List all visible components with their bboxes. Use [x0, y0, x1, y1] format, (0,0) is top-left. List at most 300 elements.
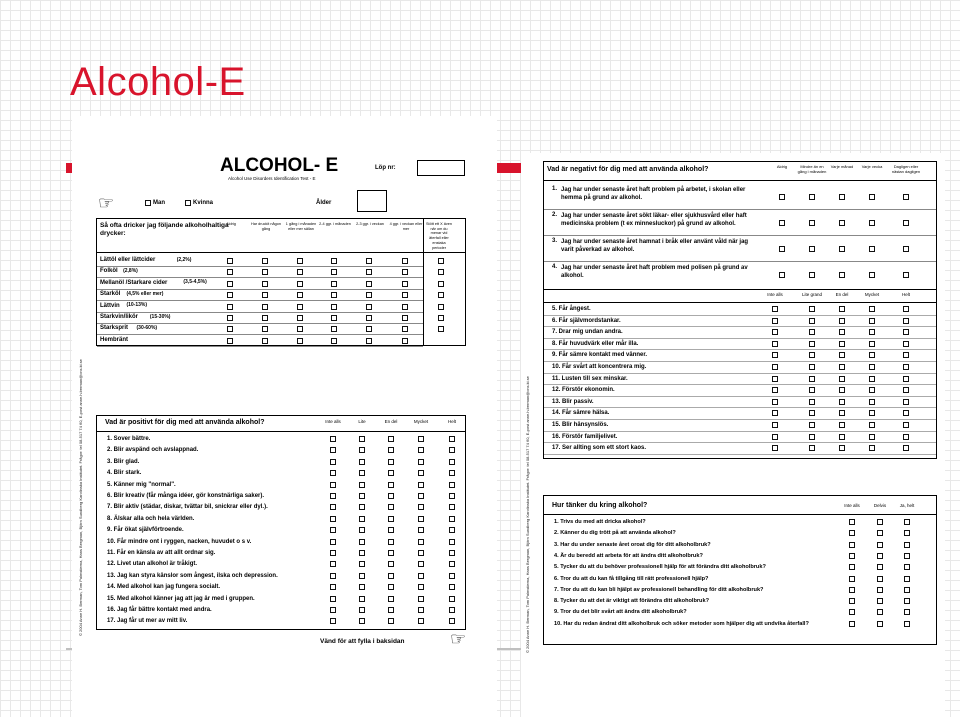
alder-field[interactable] — [357, 190, 387, 212]
rating-checkbox[interactable] — [877, 564, 883, 570]
rating-checkbox[interactable] — [869, 422, 875, 428]
drink-frequency-checkbox[interactable] — [438, 326, 444, 332]
rating-checkbox[interactable] — [449, 482, 455, 488]
drink-frequency-checkbox[interactable] — [297, 326, 303, 332]
drink-frequency-checkbox[interactable] — [402, 258, 408, 264]
rating-checkbox[interactable] — [449, 607, 455, 613]
footer-text: Vänd för att fylla i baksidan — [320, 638, 405, 645]
rating-checkbox[interactable] — [869, 445, 875, 451]
frequency-checkbox[interactable] — [809, 246, 815, 252]
rating-checkbox[interactable] — [839, 329, 845, 335]
rating-checkbox[interactable] — [869, 434, 875, 440]
drink-frequency-checkbox[interactable] — [366, 258, 372, 264]
rating-checkbox[interactable] — [359, 493, 365, 499]
drink-frequency-checkbox[interactable] — [331, 315, 337, 321]
rating-checkbox[interactable] — [849, 621, 855, 627]
rating-checkbox[interactable] — [418, 550, 424, 556]
rating-checkbox[interactable] — [449, 584, 455, 590]
rating-checkbox[interactable] — [904, 519, 910, 525]
rating-checkbox[interactable] — [809, 387, 815, 393]
rating-checkbox[interactable] — [849, 576, 855, 582]
drinks-table — [96, 218, 466, 346]
drink-frequency-checkbox[interactable] — [366, 338, 372, 344]
rating-checkbox[interactable] — [809, 410, 815, 416]
rating-checkbox[interactable] — [418, 482, 424, 488]
rating-checkbox[interactable] — [849, 530, 855, 536]
drink-frequency-checkbox[interactable] — [331, 269, 337, 275]
rating-checkbox[interactable] — [449, 504, 455, 510]
rating-checkbox[interactable] — [359, 459, 365, 465]
drink-frequency-checkbox[interactable] — [331, 304, 337, 310]
rating-checkbox[interactable] — [449, 493, 455, 499]
drink-frequency-checkbox[interactable] — [297, 258, 303, 264]
frequency-checkbox[interactable] — [779, 220, 785, 226]
drink-frequency-checkbox[interactable] — [402, 292, 408, 298]
rating-checkbox[interactable] — [877, 576, 883, 582]
drink-frequency-checkbox[interactable] — [227, 292, 233, 298]
rating-checkbox[interactable] — [388, 482, 394, 488]
rating-checkbox[interactable] — [418, 436, 424, 442]
man-checkbox[interactable] — [145, 200, 151, 206]
rating-checkbox[interactable] — [388, 607, 394, 613]
rating-checkbox[interactable] — [903, 410, 909, 416]
rating-checkbox[interactable] — [869, 410, 875, 416]
frequency-checkbox[interactable] — [779, 246, 785, 252]
rating-checkbox[interactable] — [388, 584, 394, 590]
rating-checkbox[interactable] — [809, 318, 815, 324]
rating-checkbox[interactable] — [903, 422, 909, 428]
drink-frequency-checkbox[interactable] — [227, 326, 233, 332]
rating-checkbox[interactable] — [877, 519, 883, 525]
rating-checkbox[interactable] — [330, 527, 336, 533]
frequency-checkbox[interactable] — [869, 246, 875, 252]
rating-checkbox[interactable] — [809, 434, 815, 440]
rating-checkbox[interactable] — [418, 596, 424, 602]
rating-checkbox[interactable] — [877, 542, 883, 548]
rating-checkbox[interactable] — [388, 618, 394, 624]
frequency-checkbox[interactable] — [809, 272, 815, 278]
rating-checkbox[interactable] — [903, 318, 909, 324]
rating-checkbox[interactable] — [330, 539, 336, 545]
rating-checkbox[interactable] — [809, 399, 815, 405]
lop-nr-field[interactable] — [417, 160, 465, 176]
rating-checkbox[interactable] — [809, 376, 815, 382]
kvinna-checkbox[interactable] — [185, 200, 191, 206]
rating-checkbox[interactable] — [388, 573, 394, 579]
positive-item-label: 8. Älskar alla och hela världen. — [107, 515, 195, 522]
rating-checkbox[interactable] — [418, 584, 424, 590]
rating-checkbox[interactable] — [330, 436, 336, 442]
negative-table — [543, 161, 937, 299]
rating-checkbox[interactable] — [359, 436, 365, 442]
rating-checkbox[interactable] — [904, 564, 910, 570]
frequency-checkbox[interactable] — [779, 194, 785, 200]
rating-checkbox[interactable] — [449, 561, 455, 567]
rating-checkbox[interactable] — [839, 341, 845, 347]
drinks-row-label: Hembränt — [100, 336, 129, 343]
frequency-checkbox[interactable] — [903, 272, 909, 278]
drink-frequency-checkbox[interactable] — [331, 292, 337, 298]
rating-checkbox[interactable] — [869, 352, 875, 358]
think-item-label: 1. Trivs du med att dricka alkohol? — [554, 519, 646, 525]
rating-checkbox[interactable] — [839, 306, 845, 312]
rating-checkbox[interactable] — [449, 573, 455, 579]
drink-frequency-checkbox[interactable] — [262, 304, 268, 310]
negative-consequence-label: 10. Får svårt att koncentrera mig. — [552, 364, 647, 370]
rating-checkbox[interactable] — [772, 445, 778, 451]
rating-checkbox[interactable] — [330, 493, 336, 499]
rating-checkbox[interactable] — [388, 447, 394, 453]
drink-frequency-checkbox[interactable] — [262, 269, 268, 275]
rating-checkbox[interactable] — [772, 318, 778, 324]
rating-checkbox[interactable] — [849, 598, 855, 604]
rating-checkbox[interactable] — [330, 561, 336, 567]
drinks-row-detail: (2,2%) — [176, 256, 192, 263]
rating-checkbox[interactable] — [809, 422, 815, 428]
rating-checkbox[interactable] — [903, 376, 909, 382]
drink-frequency-checkbox[interactable] — [297, 338, 303, 344]
rating-checkbox[interactable] — [772, 341, 778, 347]
rating-checkbox[interactable] — [330, 504, 336, 510]
rating-checkbox[interactable] — [418, 607, 424, 613]
row-divider — [97, 334, 423, 335]
rating-checkbox[interactable] — [904, 576, 910, 582]
rating-checkbox[interactable] — [809, 329, 815, 335]
slide-title: Alcohol-E — [70, 60, 246, 104]
rating-checkbox[interactable] — [449, 618, 455, 624]
drinks-row-detail: (4,5% eller mer) — [126, 290, 164, 297]
rating-checkbox[interactable] — [330, 470, 336, 476]
drink-frequency-checkbox[interactable] — [227, 281, 233, 287]
rating-checkbox[interactable] — [903, 329, 909, 335]
rating-checkbox[interactable] — [877, 530, 883, 536]
row-divider — [544, 209, 936, 210]
rating-checkbox[interactable] — [449, 447, 455, 453]
rating-checkbox[interactable] — [839, 410, 845, 416]
rating-checkbox[interactable] — [839, 364, 845, 370]
row-divider — [544, 454, 936, 455]
rating-checkbox[interactable] — [359, 573, 365, 579]
drink-frequency-checkbox[interactable] — [402, 326, 408, 332]
rating-checkbox[interactable] — [449, 550, 455, 556]
rating-checkbox[interactable] — [772, 410, 778, 416]
negative-consequence-label: 16. Förstör familjelivet. — [552, 433, 618, 440]
positive-item-label: 6. Blir kreativ (får många idéer, gör konstnärliga saker). — [107, 493, 265, 499]
rating-checkbox[interactable] — [418, 493, 424, 499]
row-divider — [97, 312, 423, 313]
rating-checkbox[interactable] — [903, 445, 909, 451]
positive-column-header: Lite — [358, 419, 366, 424]
rating-checkbox[interactable] — [449, 596, 455, 602]
rating-checkbox[interactable] — [849, 553, 855, 559]
rating-checkbox[interactable] — [330, 550, 336, 556]
drink-frequency-checkbox[interactable] — [438, 281, 444, 287]
rating-checkbox[interactable] — [839, 445, 845, 451]
rating-checkbox[interactable] — [849, 519, 855, 525]
rating-checkbox[interactable] — [904, 609, 910, 615]
rating-checkbox[interactable] — [388, 596, 394, 602]
drink-frequency-checkbox[interactable] — [262, 258, 268, 264]
drinks-row-detail: (3,5-4,5%) — [183, 279, 207, 286]
rating-checkbox[interactable] — [869, 387, 875, 393]
drink-frequency-checkbox[interactable] — [438, 269, 444, 275]
rating-checkbox[interactable] — [839, 387, 845, 393]
drink-frequency-checkbox[interactable] — [331, 258, 337, 264]
rating-checkbox[interactable] — [388, 516, 394, 522]
rating-checkbox[interactable] — [359, 618, 365, 624]
frequency-checkbox[interactable] — [779, 272, 785, 278]
drink-frequency-checkbox[interactable] — [402, 269, 408, 275]
rating-checkbox[interactable] — [418, 459, 424, 465]
drink-frequency-checkbox[interactable] — [366, 304, 372, 310]
drink-frequency-checkbox[interactable] — [438, 292, 444, 298]
rating-checkbox[interactable] — [772, 422, 778, 428]
rating-checkbox[interactable] — [449, 470, 455, 476]
rating-checkbox[interactable] — [809, 306, 815, 312]
frequency-checkbox[interactable] — [903, 220, 909, 226]
rating-checkbox[interactable] — [839, 434, 845, 440]
rating-checkbox[interactable] — [359, 596, 365, 602]
rating-checkbox[interactable] — [869, 376, 875, 382]
rating-checkbox[interactable] — [388, 539, 394, 545]
drink-frequency-checkbox[interactable] — [366, 315, 372, 321]
rating-checkbox[interactable] — [330, 584, 336, 590]
rating-checkbox[interactable] — [839, 422, 845, 428]
positive-item-label: 14. Med alkohol kan jag fungera socialt. — [107, 584, 221, 591]
drink-frequency-checkbox[interactable] — [402, 281, 408, 287]
drink-frequency-checkbox[interactable] — [227, 258, 233, 264]
rating-checkbox[interactable] — [877, 598, 883, 604]
drink-frequency-checkbox[interactable] — [297, 292, 303, 298]
drink-frequency-checkbox[interactable] — [227, 269, 233, 275]
drink-frequency-checkbox[interactable] — [262, 326, 268, 332]
rating-checkbox[interactable] — [877, 587, 883, 593]
negative-item-number: 3. — [552, 238, 558, 244]
positive-item-label: 17. Jag får ut mer av mitt liv. — [107, 618, 188, 625]
rating-checkbox[interactable] — [388, 493, 394, 499]
rating-checkbox[interactable] — [418, 561, 424, 567]
rating-checkbox[interactable] — [449, 459, 455, 465]
rating-checkbox[interactable] — [449, 539, 455, 545]
drinks-row-label: Starksprit — [100, 325, 129, 332]
rating-checkbox[interactable] — [809, 445, 815, 451]
negative-consequences-table — [543, 289, 937, 459]
rating-checkbox[interactable] — [359, 447, 365, 453]
rating-checkbox[interactable] — [904, 553, 910, 559]
drink-frequency-checkbox[interactable] — [438, 315, 444, 321]
rating-checkbox[interactable] — [904, 587, 910, 593]
rating-checkbox[interactable] — [772, 364, 778, 370]
rating-checkbox[interactable] — [418, 527, 424, 533]
drink-frequency-checkbox[interactable] — [262, 292, 268, 298]
rating-checkbox[interactable] — [330, 596, 336, 602]
frequency-checkbox[interactable] — [839, 194, 845, 200]
drink-frequency-checkbox[interactable] — [262, 281, 268, 287]
rating-checkbox[interactable] — [809, 341, 815, 347]
rating-checkbox[interactable] — [869, 399, 875, 405]
form-title: ALCOHOL- E — [220, 155, 339, 176]
row-divider — [544, 373, 936, 374]
drink-frequency-checkbox[interactable] — [331, 281, 337, 287]
rating-checkbox[interactable] — [418, 516, 424, 522]
rating-checkbox[interactable] — [449, 516, 455, 522]
frequency-checkbox[interactable] — [809, 220, 815, 226]
rating-checkbox[interactable] — [359, 482, 365, 488]
rating-checkbox[interactable] — [388, 470, 394, 476]
rating-checkbox[interactable] — [904, 530, 910, 536]
rating-checkbox[interactable] — [418, 618, 424, 624]
rating-checkbox[interactable] — [849, 609, 855, 615]
rating-checkbox[interactable] — [877, 609, 883, 615]
drink-frequency-checkbox[interactable] — [297, 281, 303, 287]
drink-frequency-checkbox[interactable] — [438, 304, 444, 310]
rating-checkbox[interactable] — [877, 621, 883, 627]
rating-checkbox[interactable] — [418, 573, 424, 579]
rating-checkbox[interactable] — [903, 387, 909, 393]
negative-item-number: 1. — [552, 186, 558, 192]
rating-checkbox[interactable] — [359, 504, 365, 510]
rating-checkbox[interactable] — [388, 459, 394, 465]
rating-checkbox[interactable] — [903, 306, 909, 312]
lop-nr-label: Löp nr: — [375, 165, 396, 171]
positive-item-label: 3. Blir glad. — [107, 458, 140, 465]
drink-frequency-checkbox[interactable] — [402, 315, 408, 321]
negative-sub-column-header: Inte alls — [767, 292, 783, 297]
rating-checkbox[interactable] — [904, 542, 910, 548]
rating-checkbox[interactable] — [330, 607, 336, 613]
drink-frequency-checkbox[interactable] — [366, 281, 372, 287]
drink-frequency-checkbox[interactable] — [227, 304, 233, 310]
rating-checkbox[interactable] — [359, 561, 365, 567]
drinks-column-header: 1 gång i månaden eller mer sällan — [285, 222, 317, 231]
drink-frequency-checkbox[interactable] — [366, 292, 372, 298]
rating-checkbox[interactable] — [809, 352, 815, 358]
rating-checkbox[interactable] — [903, 352, 909, 358]
rating-checkbox[interactable] — [330, 447, 336, 453]
rating-checkbox[interactable] — [869, 329, 875, 335]
drinks-column-header: Har druckit någon gång — [251, 222, 281, 231]
rating-checkbox[interactable] — [849, 564, 855, 570]
rating-checkbox[interactable] — [772, 399, 778, 405]
rating-checkbox[interactable] — [388, 550, 394, 556]
rating-checkbox[interactable] — [449, 527, 455, 533]
rating-checkbox[interactable] — [839, 399, 845, 405]
rating-checkbox[interactable] — [388, 527, 394, 533]
drink-frequency-checkbox[interactable] — [366, 326, 372, 332]
rating-checkbox[interactable] — [839, 318, 845, 324]
frequency-checkbox[interactable] — [839, 246, 845, 252]
frequency-checkbox[interactable] — [869, 194, 875, 200]
rating-checkbox[interactable] — [418, 447, 424, 453]
drink-frequency-checkbox[interactable] — [331, 338, 337, 344]
drink-frequency-checkbox[interactable] — [438, 258, 444, 264]
rating-checkbox[interactable] — [877, 553, 883, 559]
drink-frequency-checkbox[interactable] — [366, 269, 372, 275]
rating-checkbox[interactable] — [359, 607, 365, 613]
rating-checkbox[interactable] — [330, 459, 336, 465]
rating-checkbox[interactable] — [359, 584, 365, 590]
rating-checkbox[interactable] — [869, 318, 875, 324]
positive-table — [96, 415, 466, 630]
rating-checkbox[interactable] — [330, 618, 336, 624]
rating-checkbox[interactable] — [904, 621, 910, 627]
rating-checkbox[interactable] — [330, 482, 336, 488]
rating-checkbox[interactable] — [849, 542, 855, 548]
frequency-checkbox[interactable] — [903, 246, 909, 252]
rating-checkbox[interactable] — [772, 329, 778, 335]
negative-consequence-label: 5. Får ångest. — [552, 306, 591, 312]
drink-frequency-checkbox[interactable] — [402, 338, 408, 344]
rating-checkbox[interactable] — [903, 341, 909, 347]
drink-frequency-checkbox[interactable] — [297, 269, 303, 275]
rating-checkbox[interactable] — [849, 587, 855, 593]
rating-checkbox[interactable] — [359, 550, 365, 556]
rating-checkbox[interactable] — [869, 364, 875, 370]
drink-frequency-checkbox[interactable] — [297, 315, 303, 321]
rating-checkbox[interactable] — [809, 364, 815, 370]
positive-column-header: En del — [384, 419, 398, 424]
rating-checkbox[interactable] — [418, 539, 424, 545]
rating-checkbox[interactable] — [388, 436, 394, 442]
rating-checkbox[interactable] — [839, 376, 845, 382]
rating-checkbox[interactable] — [388, 504, 394, 510]
rating-checkbox[interactable] — [772, 434, 778, 440]
rating-checkbox[interactable] — [359, 470, 365, 476]
rating-checkbox[interactable] — [359, 539, 365, 545]
drinks-column-header: 4 ggr. i veckan eller mer — [389, 222, 423, 231]
drink-frequency-checkbox[interactable] — [227, 315, 233, 321]
frequency-checkbox[interactable] — [809, 194, 815, 200]
rating-checkbox[interactable] — [449, 436, 455, 442]
rating-checkbox[interactable] — [418, 504, 424, 510]
rating-checkbox[interactable] — [839, 352, 845, 358]
rating-checkbox[interactable] — [772, 387, 778, 393]
rating-checkbox[interactable] — [903, 434, 909, 440]
rating-checkbox[interactable] — [869, 306, 875, 312]
frequency-checkbox[interactable] — [839, 272, 845, 278]
frequency-checkbox[interactable] — [869, 272, 875, 278]
side-credit: © 2004 Anne H. Berman, Tom Palmstierna, Hans Bergman, Björn Sundberg Karolinska Institutet. Frågor: tel 08-517 74 60, E-post anne.h.berman@cns.ki.se — [78, 359, 83, 636]
drink-frequency-checkbox[interactable] — [402, 304, 408, 310]
negative-consequence-label: 14. Får sämre hälsa. — [552, 410, 610, 417]
rating-checkbox[interactable] — [772, 376, 778, 382]
negative-column-header: Varje vecka — [861, 164, 883, 169]
rating-checkbox[interactable] — [388, 561, 394, 567]
drink-frequency-checkbox[interactable] — [331, 326, 337, 332]
row-divider — [544, 180, 936, 181]
rating-checkbox[interactable] — [903, 364, 909, 370]
rating-checkbox[interactable] — [772, 352, 778, 358]
rating-checkbox[interactable] — [330, 573, 336, 579]
frequency-checkbox[interactable] — [839, 220, 845, 226]
rating-checkbox[interactable] — [869, 341, 875, 347]
rating-checkbox[interactable] — [359, 527, 365, 533]
drink-frequency-checkbox[interactable] — [227, 338, 233, 344]
rating-checkbox[interactable] — [904, 598, 910, 604]
rating-checkbox[interactable] — [359, 516, 365, 522]
row-divider — [544, 431, 936, 432]
drinks-question: Så ofta dricker jag följande alkoholhaltiga drycker: — [100, 222, 229, 238]
rating-checkbox[interactable] — [418, 470, 424, 476]
drink-frequency-checkbox[interactable] — [297, 304, 303, 310]
rating-checkbox[interactable] — [903, 399, 909, 405]
drink-frequency-checkbox[interactable] — [262, 315, 268, 321]
rating-checkbox[interactable] — [330, 516, 336, 522]
frequency-checkbox[interactable] — [869, 220, 875, 226]
rating-checkbox[interactable] — [772, 306, 778, 312]
drink-frequency-checkbox[interactable] — [262, 338, 268, 344]
frequency-checkbox[interactable] — [903, 194, 909, 200]
